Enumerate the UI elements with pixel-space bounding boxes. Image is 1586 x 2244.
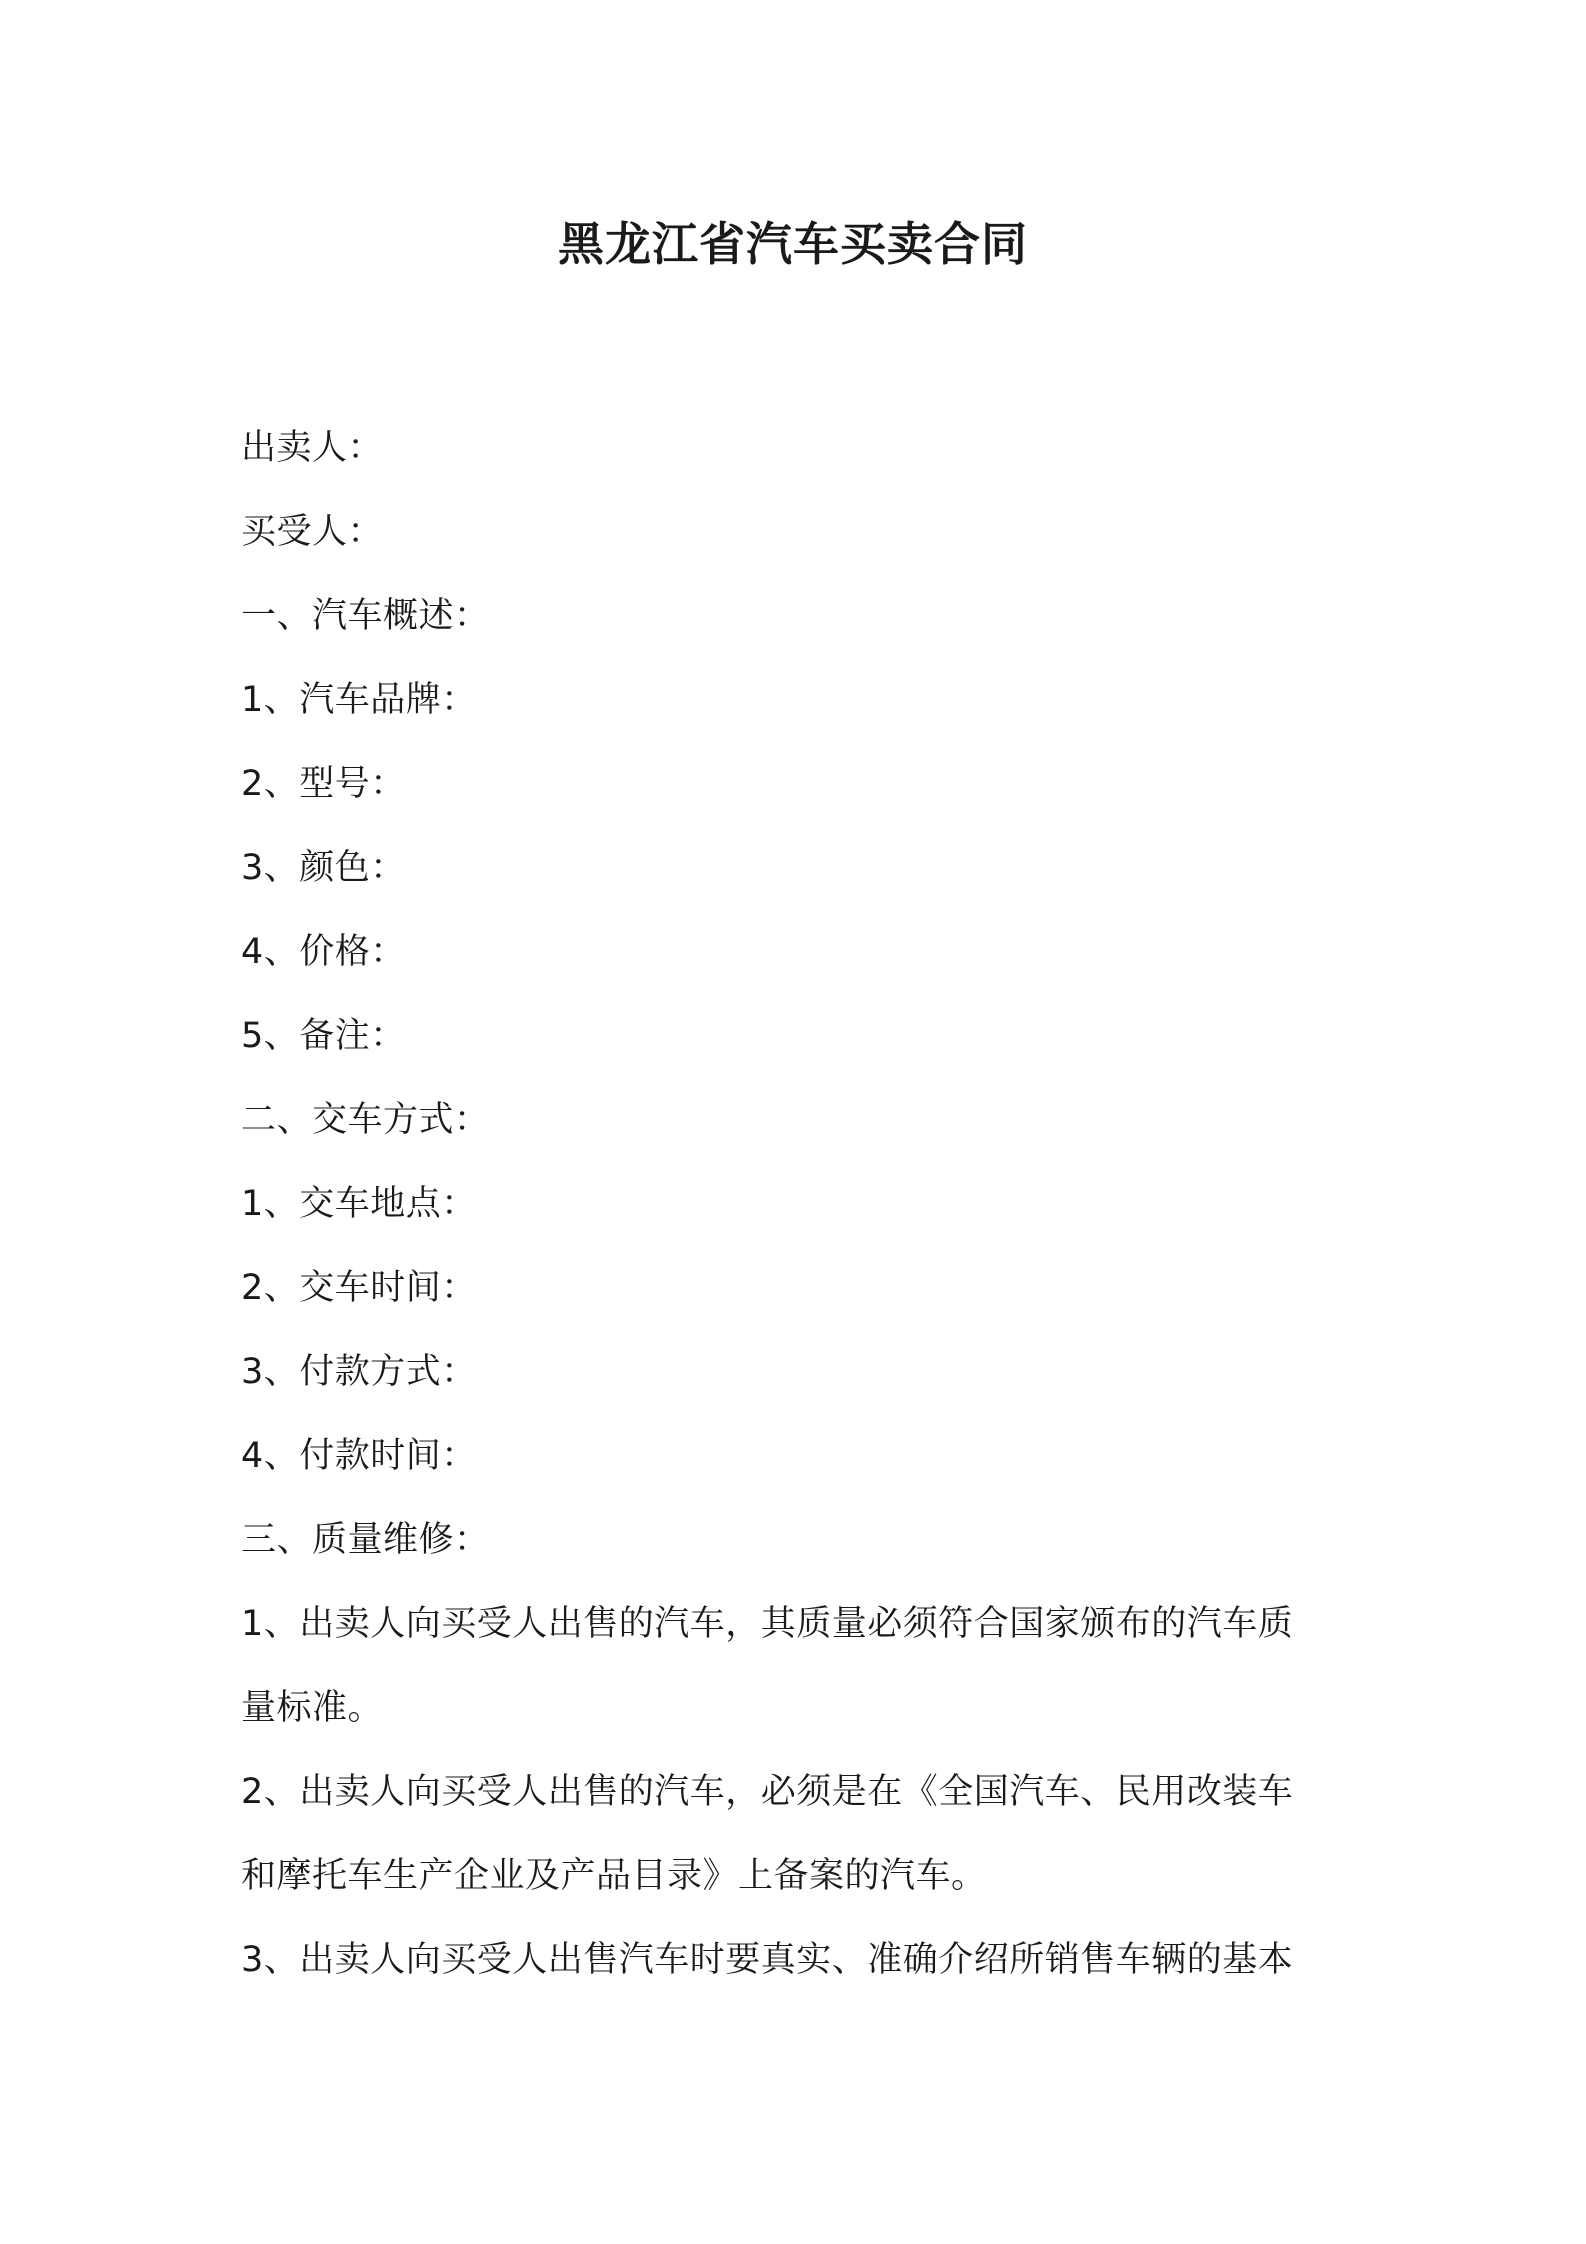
quality-clause-2-line-1: 2、出卖人向买受人出售的汽车，必须是在《全国汽车、民用改装车 [241,1772,1294,1812]
section-heading-delivery: 二、交车方式： [241,1100,490,1140]
buyer-line: 买受人： [241,512,384,552]
payment-method-line: 3、付款方式： [241,1352,477,1392]
document-body [241,406,1361,2002]
quality-clause-3-line-1: 3、出卖人向买受人出售汽车时要真实、准确介绍所销售车辆的基本 [241,1940,1294,1980]
car-color-line: 3、颜色： [241,848,406,888]
section-heading-quality: 三、质量维修： [241,1520,490,1560]
document-title: 黑龙江省汽车买卖合同 [558,217,1028,271]
seller-line: 出卖人： [241,428,384,468]
section-heading-car-overview: 一、汽车概述： [241,596,490,636]
car-brand-line: 1、汽车品牌： [241,680,477,720]
car-remark-line: 5、备注： [241,1016,406,1056]
car-price-line: 4、价格： [241,932,406,972]
quality-clause-1-line-1: 1、出卖人向买受人出售的汽车，其质量必须符合国家颁布的汽车质 [241,1604,1294,1644]
quality-clause-2-line-2: 和摩托车生产企业及产品目录》上备案的汽车。 [241,1856,987,1896]
quality-clause-1-line-2: 量标准。 [241,1688,384,1728]
payment-time-line: 4、付款时间： [241,1436,477,1476]
delivery-time-line: 2、交车时间： [241,1268,477,1308]
delivery-location-line: 1、交车地点： [241,1184,477,1224]
car-model-line: 2、型号： [241,764,406,804]
